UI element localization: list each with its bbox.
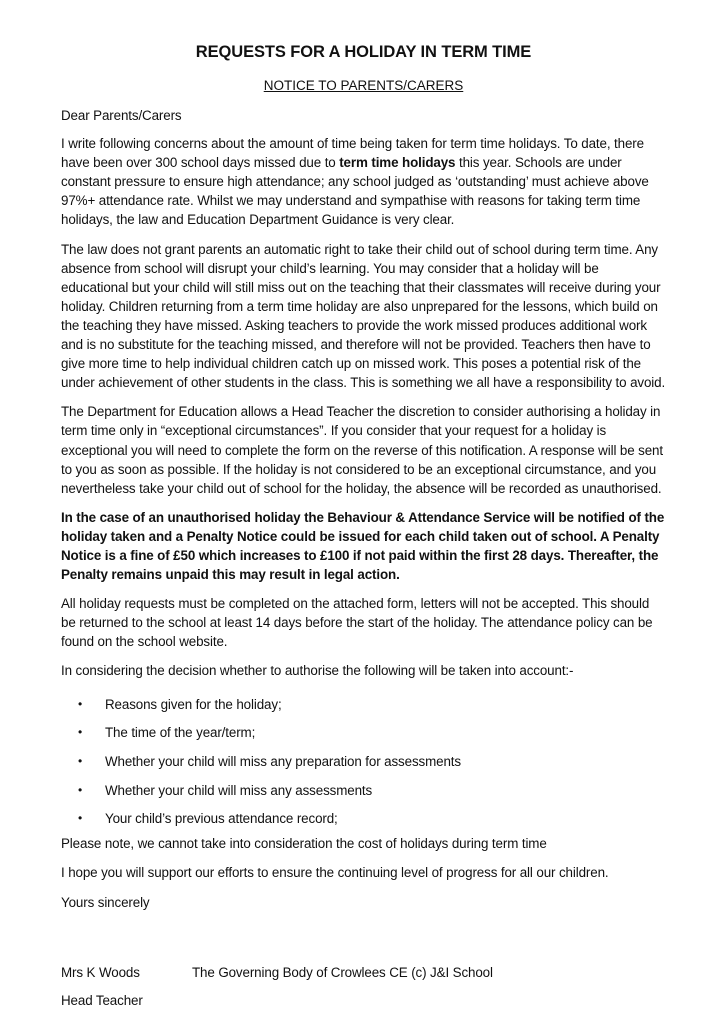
criteria-item	[61, 809, 666, 828]
criteria-intro: In considering the decision whether to authorise the following will be taken into account:-	[61, 663, 574, 679]
criteria-item-text: The time of the year/term;	[105, 725, 256, 741]
paragraph-law: The law does not grant parents an automatic right to take their child out of school during term time. Any absence from school will disrupt your child’s learning. You may consider that a holiday will be educational but your child will still miss out on the teaching that their classmates will receive during your holiday. Children returning from a term time holiday are also unprepared for the lessons, which build on the teaching they have missed. Asking teachers to provide the work missed produces additional work and is no substitute for the teaching missed, and therefore will not be provided. Teachers then have to give more time to help individual children catch up on missed work. This poses a potential risk of the under achievement of other students in the class. This is something we all have a responsibility to avoid.	[61, 241, 666, 391]
criteria-item-text: Your child’s previous attendance record;	[105, 811, 338, 827]
bullet-icon: •	[78, 753, 83, 768]
criteria-item	[61, 723, 666, 742]
signatory-organisation: The Governing Body of Crowlees CE (c) J&I School	[192, 965, 493, 980]
criteria-item	[61, 781, 666, 800]
signatory-name: Mrs K Woods	[61, 965, 140, 980]
salutation: Dear Parents/Carers	[61, 108, 182, 123]
bullet-icon: •	[78, 696, 83, 711]
paragraph-concerns-bold: term time holidays	[339, 155, 456, 171]
closing: Yours sincerely	[61, 894, 150, 910]
paragraph-concerns	[61, 134, 666, 229]
criteria-item	[61, 695, 666, 714]
signature-row	[61, 963, 666, 982]
bullet-icon: •	[78, 782, 83, 797]
criteria-item	[61, 752, 666, 771]
paragraph-concerns-part1: I write following concerns about the amount of time being taken for term time holidays. To date, there have been over 300 school days missed due to	[61, 136, 644, 171]
signatory-role: Head Teacher	[61, 993, 143, 1008]
document-title: REQUESTS FOR A HOLIDAY IN TERM TIME	[195, 43, 532, 61]
criteria-item-text: Whether your child will miss any assessments	[105, 782, 373, 798]
paragraph-request-form: All holiday requests must be completed on the attached form, letters will not be accepted. This should be returned to the school at least 14 days before the start of the holiday. The attendance policy can be found on the school website.	[61, 596, 653, 650]
paragraph-exceptional-circumstances: The Department for Education allows a Head Teacher the discretion to consider authorising a holiday in term time only in “exceptional circumstances”. If you consider that your request for a holiday is exceptional you will need to complete the form on the reverse of this notification. A response will be sent to you as soon as possible. If the holiday is not considered to be an exceptional circumstance, and you nevertheless take your child out of school for the holiday, the absence will be recorded as unauthorised.	[61, 404, 663, 496]
document-subtitle: NOTICE TO PARENTS/CARERS	[263, 78, 464, 93]
support-statement: I hope you will support our efforts to ensure the continuing level of progress for all our children.	[61, 865, 609, 881]
signature-block	[61, 963, 666, 1010]
criteria-item-text: Whether your child will miss any preparation for assessments	[105, 753, 461, 769]
letter-body	[61, 106, 666, 921]
criteria-list	[61, 695, 666, 829]
bullet-icon: •	[78, 811, 83, 826]
paragraph-penalty-notice: In the case of an unauthorised holiday the Behaviour & Attendance Service will be notified of the holiday taken and a Penalty Notice could be issued for each child taken out of school. A Penalty Notice is a fine of £50 which increases to £100 if not paid within the first 28 days. Thereafter, the Penalty remains unpaid this may result in legal action.	[61, 509, 665, 583]
bullet-icon: •	[78, 725, 83, 740]
paragraph-concerns-part2: this year. Schools are under constant pressure to ensure high attendance; any school judged as ‘outstanding’ must achieve above 97%+ attendance rate. Whilst we may understand and sympathise with reasons for taking term time holidays, the law and Education Department Guidance is very clear.	[61, 155, 649, 228]
criteria-item-text: Reasons given for the holiday;	[105, 696, 282, 712]
note-cost: Please note, we cannot take into consideration the cost of holidays during term time	[61, 836, 547, 852]
